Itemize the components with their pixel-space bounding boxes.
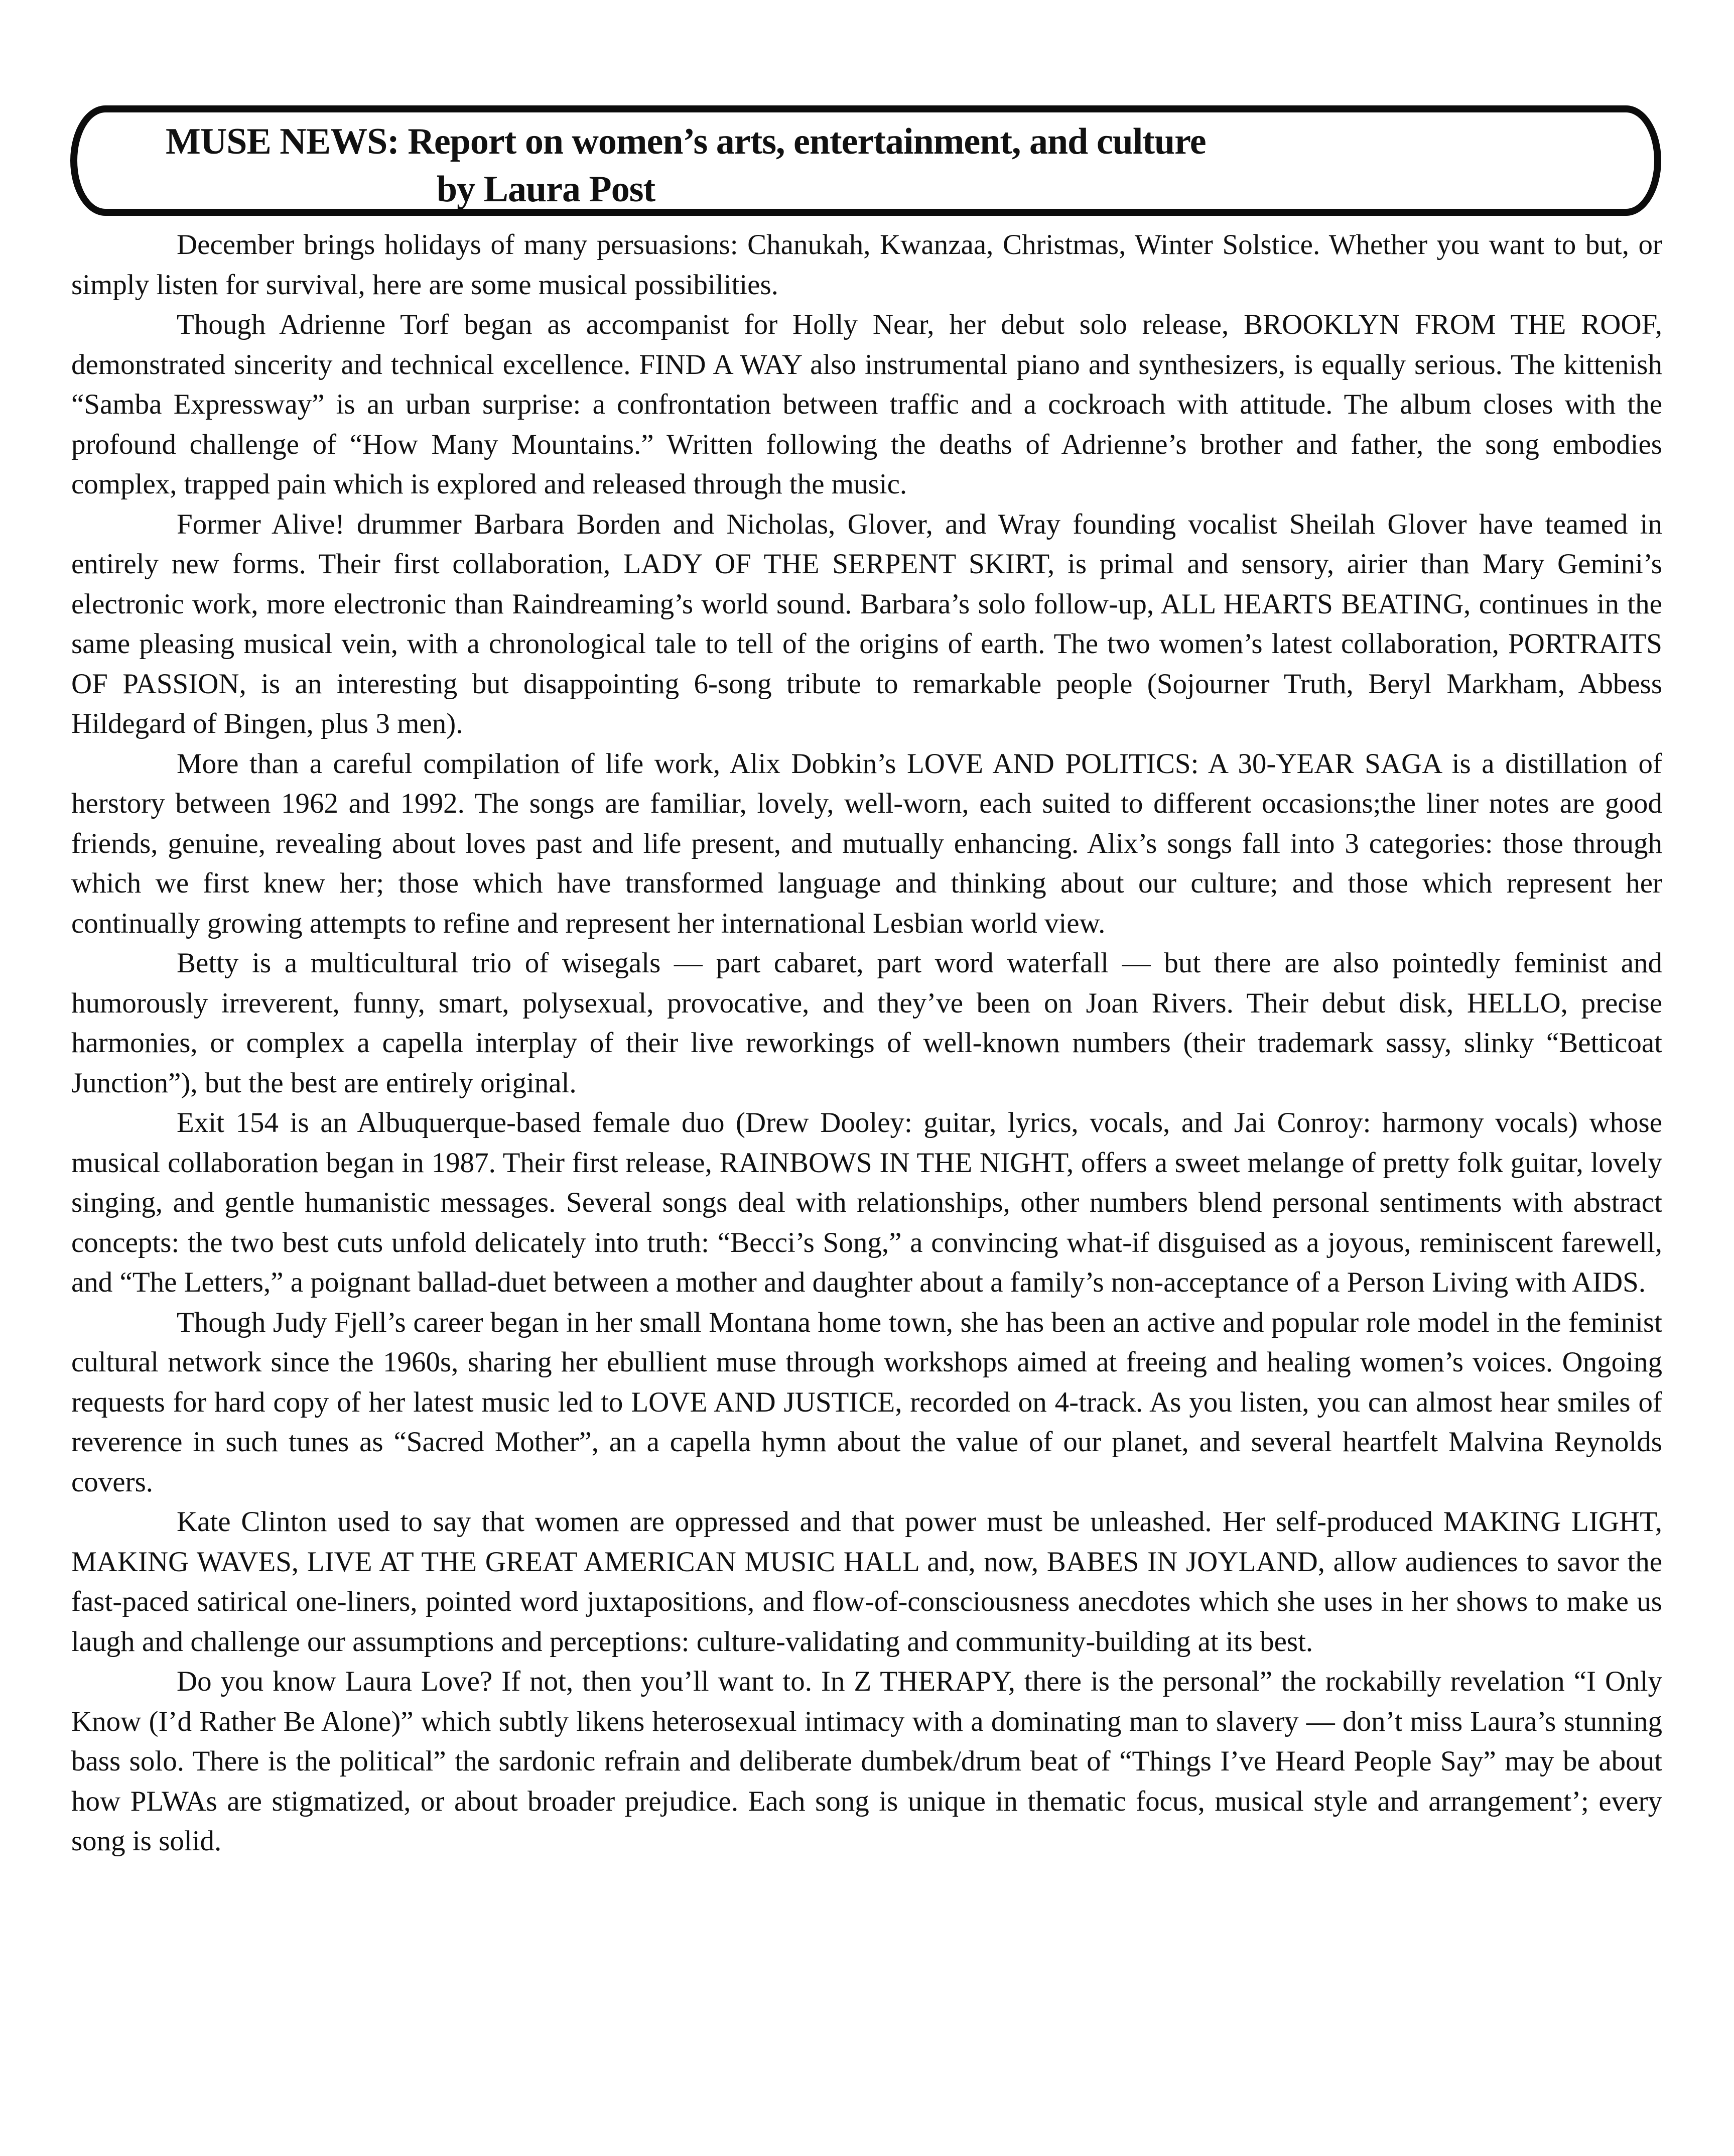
paragraph-exit-154: Exit 154 is an Albuquerque-based female duo (Drew Dooley: guitar, lyrics, vocals, and Jai Conroy: harmony vocals) whose musical collaboration began in 1987. Their first release, RAINBOWS IN THE NIGHT, offers a sweet melange of pretty folk guitar, lovely singing, and gentle humanistic messages. Several songs deal with relationships, other numbers blend personal sentiments with abstract concepts: the two best cuts unfold delicately into truth: “Becci’s Song,” a convincing what-if disguised as a joyous, reminiscent farewell, and “The Letters,” a poignant ballad-duet between a mother and daughter about a family’s non-acceptance of a Person Living with AIDS. <box>71 1107 1662 1298</box>
article-body <box>71 225 1662 1861</box>
paragraph-kate-clinton: Kate Clinton used to say that women are oppressed and that power must be unleashed. Her self-produced MAKING LIGHT, MAKING WAVES, LIVE AT THE GREAT AMERICAN MUSIC HALL and, now, BABES IN JOYLAND, allow audiences to savor the fast-paced satirical one-liners, pointed word juxtapositions, and flow-of-consciousness anecdotes which she uses in her shows to make us laugh and challenge our assumptions and perceptions: culture-validating and community-building at its best. <box>71 1506 1662 1658</box>
paragraph-borden-glover: Former Alive! drummer Barbara Borden and Nicholas, Glover, and Wray founding vocalist Sheilah Glover have teamed in entirely new forms. Their first collaboration, LADY OF THE SERPENT SKIRT, is primal and sensory, airier than Mary Gemini’s electronic work, more electronic than Raindreaming’s world sound. Barbara’s solo follow-up, ALL HEARTS BEATING, continues in the same pleasing musical vein, with a chronological tale to tell of the origins of earth. The two women’s latest collaboration, PORTRAITS OF PASSION, is an interesting but disappointing 6-song tribute to remarkable people (Sojourner Truth, Beryl Markham, Abbess Hildegard of Bingen, plus 3 men). <box>71 508 1662 739</box>
paragraph-alix-dobkin: More than a careful compilation of life work, Alix Dobkin’s LOVE AND POLITICS: A 30-YEAR SAGA is a distillation of herstory between 1962 and 1992. The songs are familiar, lovely, well-worn, each suited to different occasions;the liner notes are good friends, genuine, revealing about loves past and life present, and mutually enhancing. Alix’s songs fall into 3 categories: those through which we first knew her; those which have transformed language and thinking about our culture; and those which represent her continually growing attempts to refine and represent her international Lesbian world view. <box>71 747 1662 939</box>
paragraph-adrienne-torf: Though Adrienne Torf began as accompanist for Holly Near, her debut solo release, BROOKLYN FROM THE ROOF, demonstrated sincerity and technical excellence. FIND A WAY also instrumental piano and synthesizers, is equally serious. The kittenish “Samba Expressway” is an urban surprise: a confrontation between traffic and a cockroach with attitude. The album closes with the profound challenge of “How Many Mountains.” Written following the deaths of Adrienne’s brother and father, the song embodies complex, trapped pain which is explored and released through the music. <box>71 309 1662 500</box>
paragraph-holidays-intro: December brings holidays of many persuasions: Chanukah, Kwanzaa, Christmas, Winter Solstice. Whether you want to but, or simply listen for survival, here are some musical possibilities. <box>71 229 1662 301</box>
paragraph-judy-fjell: Though Judy Fjell’s career began in her small Montana home town, she has been an active and popular role model in the feminist cultural network since the 1960s, sharing her ebullient muse through workshops aimed at freeing and healing women’s voices. Ongoing requests for hard copy of her latest music led to LOVE AND JUSTICE, recorded on 4-track. As you listen, you can almost hear smiles of reverence in such tunes as “Sacred Mother”, an a capella hymn about the value of our planet, and several heartfelt Malvina Reynolds covers. <box>71 1306 1662 1498</box>
paragraph-laura-love: Do you know Laura Love? If not, then you’ll want to. In Z THERAPY, there is the personal” the rockabilly revelation “I Only Know (I’d Rather Be Alone)” which subtly likens heterosexual intimacy with a dominating man to slavery — don’t miss Laura’s stunning bass solo. There is the political” the sardonic refrain and deliberate dumbek/drum beat of “Things I’ve Heard People Say” may be about how PLWAs are stigmatized, or about broader prejudice. Each song is unique in thematic focus, musical style and arrangement’; every song is solid. <box>71 1666 1662 1857</box>
paragraph-betty: Betty is a multicultural trio of wisegals — part cabaret, part word waterfall — but there are also pointedly feminist and humorously irreverent, funny, smart, polysexual, provocative, and they’ve been on Joan Rivers. Their debut disk, HELLO, precise harmonies, or complex a capella interplay of their live reworkings of well-known numbers (their trademark sassy, slinky “Betticoat Junction”), but the best are entirely original. <box>71 947 1662 1099</box>
article-title: MUSE NEWS: Report on women’s arts, entertainment, and culture <box>166 121 1206 162</box>
article-byline: by Laura Post <box>437 169 655 210</box>
